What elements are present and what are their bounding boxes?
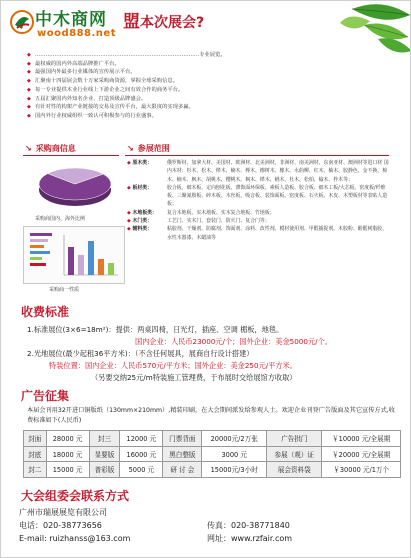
logo-name: 中木商网 <box>35 10 107 30</box>
page-title <box>123 7 204 32</box>
contact-email[interactable]: E-mail: ruizhanss@163.com <box>19 534 131 543</box>
fee-standard-price: 国内企业：人民币23000元/个；国外企业：美金5000元/个。 <box>135 337 332 346</box>
logo-url: wood888.net <box>37 28 116 39</box>
arrow-icon: ↘ <box>127 144 134 153</box>
table-cell: 封三 <box>89 431 120 447</box>
fee-special-price: 特装位置：国内企业：人民币570元/平方米；国外企业：美金250元/平方米。 <box>49 361 297 370</box>
legend-swatch <box>30 263 46 266</box>
intro-bullets <box>27 51 357 121</box>
contact-phone: 电话：020-38773656 <box>19 521 102 530</box>
title-rest: 本次展会? <box>140 15 205 31</box>
table-cell: ￥30000 元/1万个 <box>322 462 401 478</box>
table-cell: 门票背面 <box>163 431 202 447</box>
legend-swatch <box>30 239 48 242</box>
table-row <box>24 446 401 462</box>
scope-row-logs <box>127 159 389 184</box>
bar <box>108 263 114 275</box>
scope-key: ◆ 木门类： <box>127 217 152 225</box>
bullet-item: ◆ 每一专业提供木业行业线上下游企业之间有效合作的商务平台。 <box>27 86 357 95</box>
fee-standard: 1.标准展位(3×6=18m²)：提供：两桌四椅，日光灯，插座、空调 楣板，地毯。 <box>27 325 284 334</box>
table-cell: 15000 元 <box>46 462 89 478</box>
section-ads-title: 广告征集 <box>21 389 70 403</box>
bar <box>78 255 84 275</box>
bar <box>68 247 74 275</box>
title-big-char: 盟 <box>123 12 140 32</box>
table-row <box>24 462 401 478</box>
divider <box>125 155 389 156</box>
scope-value: 俄罗斯材、加拿大材、美国材、欧洲材、北美洲材、非洲材、南美洲材、东南亚材、澳洲材等进口材 国内木材：杉木、松木、桦木、楠木、榉木、檫树木、橡木、水曲柳、红木、柚木、胶静色、金不换、樟木、楠木、枫木、胡桃木、樱桃木、枫木、桦木、楢木、杜木、松柏、榆木、柞木等； <box>167 160 389 183</box>
fee-note: （另要交纳25元/m特装施工管理费，于布展时交给展馆方收取） <box>91 373 297 382</box>
bullet-item: ◆ 汇聚南十四届展会数十万家采购商资源，掌握全球采购信息。 <box>27 77 357 86</box>
scope-row-boards <box>127 184 389 209</box>
fee-raw-space: 2.光地展位(最少起租36平方米)：（不含任何展具，展商自行设计搭建） <box>27 349 254 358</box>
ads-price-table <box>23 430 401 478</box>
table-cell: 封底 <box>24 446 47 462</box>
table-row <box>24 431 401 447</box>
section-scope-label: 参展范围 <box>137 144 170 153</box>
scope-key: ◆ 板材类： <box>127 184 152 192</box>
scope-value: 粘胶剂、干燥剂、防腐剂、饰面剂、涂料、改性剂、模材使用剂、甲醛捕捉剂、木胶粉、酚醛树脂胶、水性木器漆、木蜡油等 <box>167 226 388 241</box>
table-cell: ￥10000 元/全展期 <box>322 431 401 447</box>
table-cell: 封面 <box>24 431 47 447</box>
wood-logo-icon <box>9 9 35 35</box>
chart-caption: 采购商国内、海外比例 <box>35 216 86 222</box>
legend-swatch <box>30 233 52 236</box>
table-cell: 18000 元 <box>46 446 89 462</box>
section-fees-title: 收费标准 <box>21 305 70 319</box>
contact-fax: 传真：020-38771840 <box>207 521 290 530</box>
bullet-item: ◆ 最权威的国内外高端品牌推广平台。 <box>27 60 357 69</box>
table-cell: 普彩版 <box>89 462 120 478</box>
table-cell: 15000元/3小时 <box>202 462 267 478</box>
scope-value: 复合木地板、实木地板、实木复合地板、竹地板； <box>167 209 275 216</box>
table-cell: 28000 元 <box>46 431 89 447</box>
scope-key: ◆ 木地板类： <box>127 209 157 217</box>
table-cell: 12000 元 <box>120 431 163 447</box>
scope-row-doors <box>127 217 389 225</box>
bullet-item: ◆ 有针对性的构架产业链接的交易及宣传平台，最大限度的实现多赢。 <box>27 103 357 112</box>
section-buyers-label: 采购商信息 <box>35 144 76 153</box>
bullet-item: ◆ 最强国内外最多行业媒体的宣传展示平台。 <box>27 68 357 77</box>
buyer-nature-chart <box>23 226 125 284</box>
chart-caption: 采购商一性质 <box>49 287 80 293</box>
buyer-ratio-chart <box>25 162 125 222</box>
contact-website[interactable]: 网址：www.rzfair.com <box>207 534 293 543</box>
bullet-item: ◆ 五届汇聚国内外知名企业、打造顶级品牌盛会。 <box>27 95 357 104</box>
table-cell: 封二 <box>24 462 47 478</box>
bar <box>98 259 104 275</box>
table-cell: 16000 元 <box>120 446 163 462</box>
scope-list <box>127 159 389 242</box>
contact-company: 广州市瑞展展览有限公司 <box>19 508 107 517</box>
section-contact-title: 大会组委会联系方式 <box>21 489 130 503</box>
table-cell: 参展（观）证 <box>267 446 322 462</box>
scope-key: ◆ 辅料类： <box>127 225 152 233</box>
scope-value: 工艺门、实木门、套装门、防火门、复合门等； <box>167 218 270 225</box>
legend-swatch <box>30 251 50 254</box>
section-scope-title <box>127 143 170 154</box>
contact-info <box>19 506 399 545</box>
ads-description: 本届会刊用32开进口铜版纸（130mm×210mm）,精装印刷，在大会期间派发给参观人士。欢迎企业刊登广告版面及其它宣传方式,收费标准如下(人民币) <box>27 407 395 424</box>
contact-row <box>19 532 399 545</box>
bullet-item: ◆ …………………………………………………………………………………专业展览。 <box>27 51 357 60</box>
table-cell: 3000 元 <box>202 446 267 462</box>
scope-row-accessories <box>127 225 389 242</box>
table-cell: ￥20000 元/全展期 <box>322 446 401 462</box>
arrow-icon: ↘ <box>25 144 32 153</box>
legend-swatch <box>30 245 44 248</box>
table-cell: 20000元/2万张 <box>202 431 267 447</box>
bar-chart-graphic <box>24 227 124 283</box>
bullet-item: ◆ 国内外行业权威组织一致认可积极参与的行业盛事。 <box>27 112 357 121</box>
legend-swatch <box>30 257 42 260</box>
pie-chart <box>25 162 125 212</box>
scope-key: ◆ 原木类： <box>127 159 152 167</box>
table-cell: 研 讨 会 <box>163 462 202 478</box>
bar <box>88 241 94 275</box>
scope-value: 胶合板、细木板、定向刨花板、薄饰面环保板、素板人造板、胶合板、细木工板/大芯板、密度板/纤维板、三聚氰胺板、碎木板、木丝板、吸音板、装饰面板、密度板、石火板、木皮、木塑板材等表贴人造板； <box>167 184 388 208</box>
scope-row-floors <box>127 209 389 217</box>
table-cell: 5000 元 <box>120 462 163 478</box>
contact-row <box>19 519 399 532</box>
table-cell: 显要版 <box>89 446 120 462</box>
section-buyers-title <box>25 143 76 154</box>
table-cell: 黑白整版 <box>163 446 202 462</box>
table-cell: 展会资料袋 <box>267 462 322 478</box>
fee-details <box>27 324 397 384</box>
divider <box>23 155 119 156</box>
table-cell: 广告拱门 <box>267 431 322 447</box>
